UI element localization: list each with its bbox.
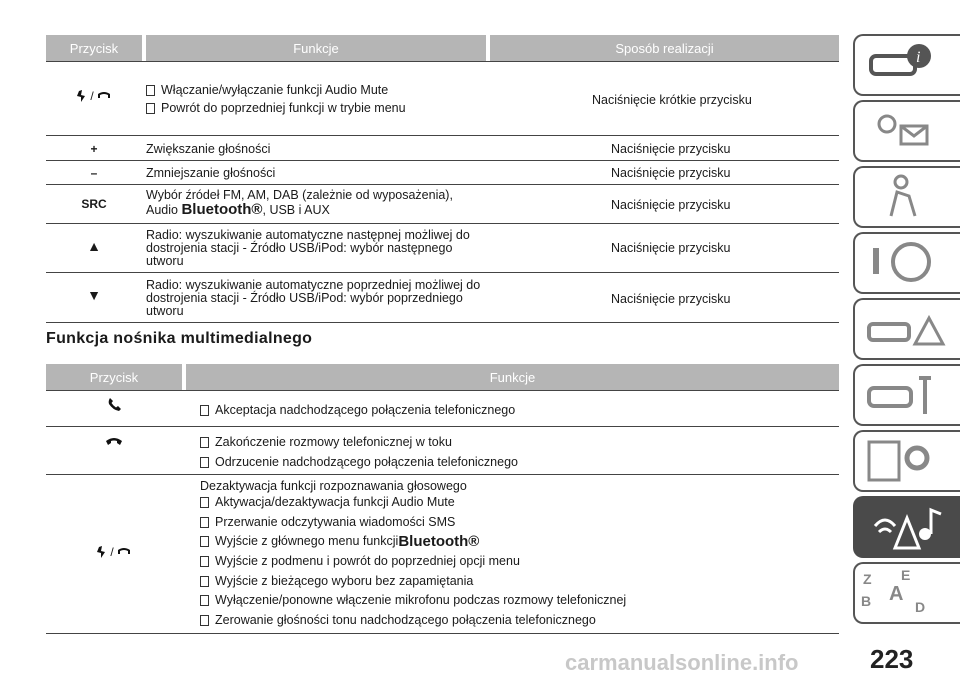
svg-text:A: A xyxy=(889,583,904,605)
warning-lights-icon xyxy=(855,102,955,160)
multimedia-icon xyxy=(855,498,955,556)
answer-call-button xyxy=(46,398,182,411)
seek-down-button: ▼ xyxy=(87,287,101,303)
function-item: Wyjście z bieżącego wyboru bez zapamiętania xyxy=(200,575,473,588)
hangup-icon xyxy=(106,437,122,446)
return-icon xyxy=(117,547,131,557)
function-item: Wyjście z podmenu i powrót do poprzedniej opcji menu xyxy=(200,555,520,568)
method-text: Naciśnięcie przycisku xyxy=(611,198,731,212)
seek-up-button: ▲ xyxy=(87,238,101,254)
function-text: Radio: wyszukiwanie automatyczne następnej możliwej do xyxy=(146,228,470,242)
tab-multimedia[interactable] xyxy=(853,496,960,558)
svg-text:i: i xyxy=(916,49,921,66)
function-item: Odrzucenie nadchodzącego połączenia telefonicznego xyxy=(200,456,518,469)
divider xyxy=(46,322,839,323)
tab-maintenance[interactable] xyxy=(853,364,960,426)
src-button: SRC xyxy=(81,197,107,211)
volume-up-button: + xyxy=(90,142,98,156)
voice-mute-button: / xyxy=(46,545,182,559)
function-text: Audio Bluetooth®, USB i AUX xyxy=(146,201,330,218)
function-item: Akceptacja nadchodzącego połączenia telefonicznego xyxy=(200,404,515,417)
method-text: Naciśnięcie przycisku xyxy=(611,241,731,255)
bluetooth-label: Bluetooth® xyxy=(181,201,263,218)
index-icon xyxy=(855,564,955,622)
divider xyxy=(46,272,839,273)
divider xyxy=(46,160,839,161)
section-title: Funkcja nośnika multimedialnego xyxy=(46,330,313,347)
tab-index[interactable] xyxy=(853,562,960,624)
function-text: dostrojenia stacji - Źródło USB/iPod: wybór poprzedniego xyxy=(146,291,463,305)
tab-steering[interactable] xyxy=(853,232,960,294)
function-text: Zwiększanie głośności xyxy=(146,142,271,156)
return-icon xyxy=(97,91,111,101)
svg-text:E: E xyxy=(901,567,911,583)
volume-down-button: – xyxy=(90,166,98,180)
steering-icon xyxy=(855,234,955,292)
divider xyxy=(46,390,839,391)
function-item: Przerwanie odczytywania wiadomości SMS xyxy=(200,516,455,529)
function-text: utworu xyxy=(146,304,184,318)
tab-emergency[interactable] xyxy=(853,298,960,360)
function-item: Wyjście z głównego menu funkcji Bluetooth® xyxy=(200,535,479,548)
divider xyxy=(46,61,839,62)
svg-text:B: B xyxy=(861,593,872,609)
function-text: Zmniejszanie głośności xyxy=(146,166,276,180)
divider xyxy=(46,426,839,427)
function-item: Aktywacja/dezaktywacja funkcji Audio Mute xyxy=(200,496,455,509)
table2-header-button: Przycisk xyxy=(46,364,182,390)
svg-text:Z: Z xyxy=(863,571,872,587)
function-text: Dezaktywacja funkcji rozpoznawania głosowego xyxy=(200,479,467,493)
emergency-icon xyxy=(855,300,955,358)
function-text: Radio: wyszukiwanie automatyczne poprzedniej możliwej do xyxy=(146,278,481,292)
bluetooth-label: Bluetooth® xyxy=(398,533,480,550)
table1-header-method: Sposób realizacji xyxy=(490,35,839,61)
specs-icon xyxy=(855,432,955,490)
tab-warning-lights[interactable] xyxy=(853,100,960,162)
watermark: carmanualsonline.info xyxy=(565,650,799,675)
divider xyxy=(46,135,839,136)
safety-icon xyxy=(855,168,955,226)
function-item: Zakończenie rozmowy telefonicznej w toku xyxy=(200,436,452,449)
end-call-button xyxy=(46,437,182,446)
function-item: Zerowanie głośności tonu nadchodzącego połączenia telefonicznego xyxy=(200,614,596,627)
method-text: Naciśnięcie przycisku xyxy=(611,292,731,306)
voice-icon xyxy=(97,546,107,558)
tab-specs[interactable] xyxy=(853,430,960,492)
tab-safety[interactable] xyxy=(853,166,960,228)
voice-icon xyxy=(77,90,87,102)
voice-mute-button: / xyxy=(46,89,142,103)
divider xyxy=(46,474,839,475)
divider xyxy=(46,184,839,185)
svg-text:D: D xyxy=(915,599,926,615)
function-text: dostrojenia stacji - Źródło USB/iPod: wybór następnego xyxy=(146,241,453,255)
function-item: Włączanie/wyłączanie funkcji Audio Mute xyxy=(146,84,388,97)
table2-header-functions: Funkcje xyxy=(186,364,839,390)
function-text: Wybór źródeł FM, AM, DAB (zależnie od wyposażenia), xyxy=(146,188,453,202)
car-info-icon xyxy=(855,36,955,94)
method-text: Naciśnięcie przycisku xyxy=(611,142,731,156)
page-number: 223 xyxy=(870,644,914,674)
table1-header-button: Przycisk xyxy=(46,35,142,61)
phone-icon xyxy=(108,398,121,411)
method-text: Naciśnięcie krótkie przycisku xyxy=(592,93,752,107)
tab-car-info[interactable] xyxy=(853,34,960,96)
function-item: Powrót do poprzedniej funkcji w trybie menu xyxy=(146,102,406,115)
divider xyxy=(46,633,839,634)
function-text: utworu xyxy=(146,254,184,268)
table1-header-functions: Funkcje xyxy=(146,35,486,61)
method-text: Naciśnięcie przycisku xyxy=(611,166,731,180)
divider xyxy=(46,223,839,224)
maintenance-icon xyxy=(855,366,955,424)
function-item: Wyłączenie/ponowne włączenie mikrofonu podczas rozmowy telefonicznej xyxy=(200,594,626,607)
